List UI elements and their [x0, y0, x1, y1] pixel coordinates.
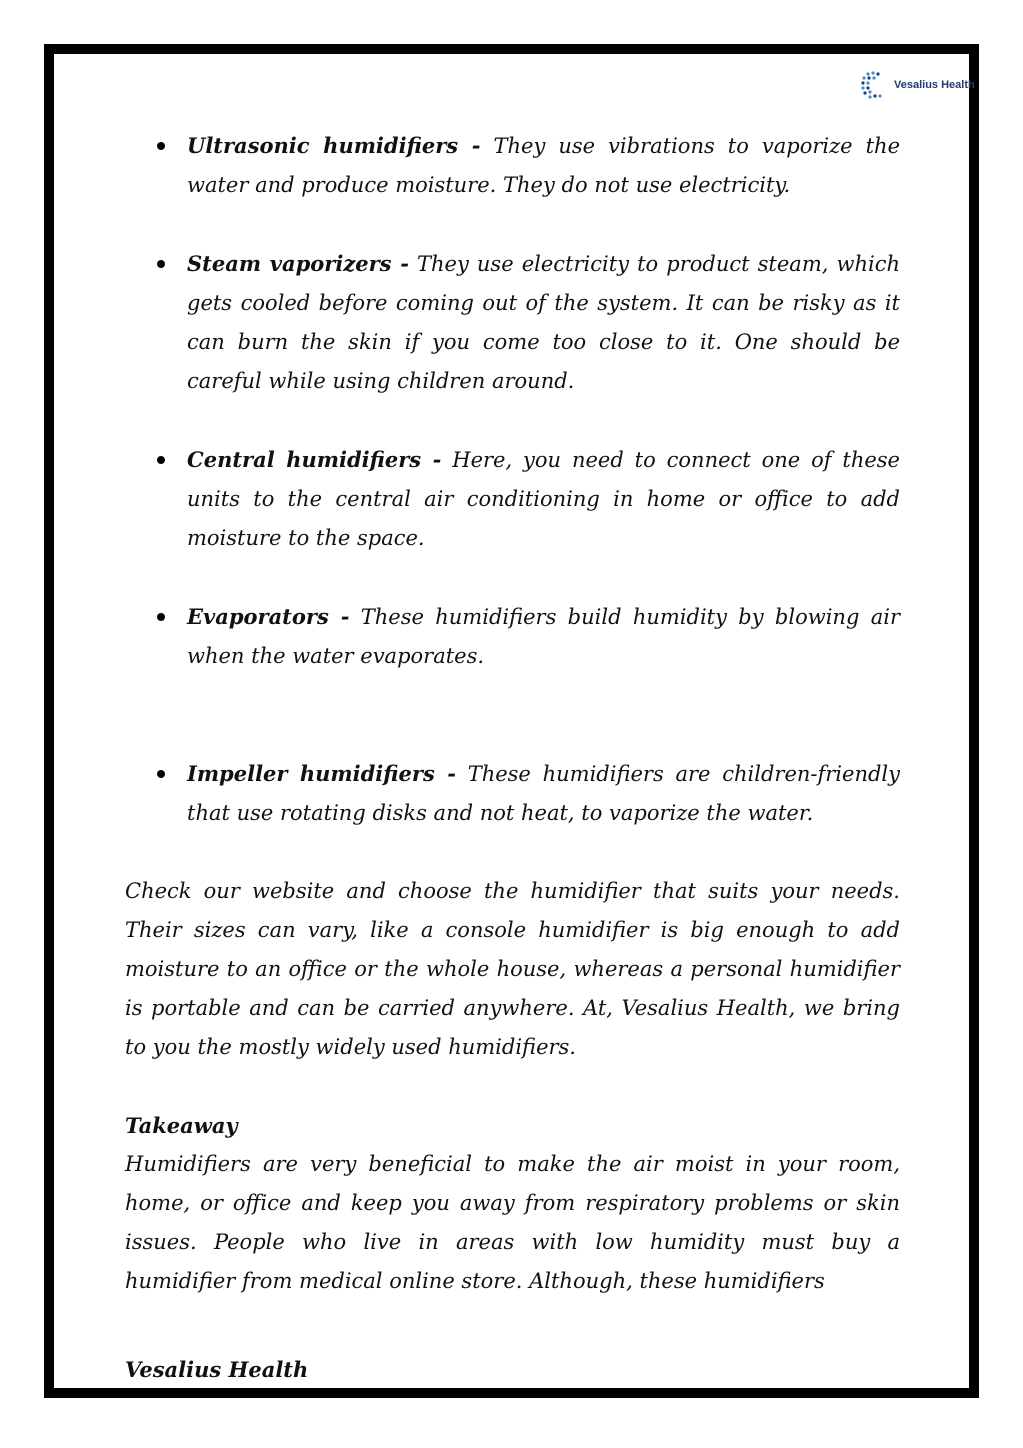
list-item-term: Steam vaporizers -	[187, 251, 409, 276]
list-item-text: These humidifiers build humidity by blowing air when the water evaporates.	[187, 605, 900, 668]
list-item	[125, 126, 900, 205]
list-item-text: These humidifiers are children-friendly that use rotating disks and not heat, to vaporize the water.	[187, 762, 900, 825]
bullet-icon	[157, 613, 165, 621]
logo	[860, 70, 975, 100]
bullet-icon	[157, 456, 165, 464]
body-paragraph: Check our website and choose the humidifier that suits your needs. Their sizes can vary, like a console humidifier is big enough to add moisture to an office or the whole house, whereas a personal humidifier is portable and can be carried anywhere. At, Vesalius Health, we bring to you the mostly widely used humidifiers.	[125, 879, 900, 1059]
bullet-icon	[157, 770, 165, 778]
logo-text: Vesalius Health	[894, 79, 975, 91]
bullet-icon	[157, 260, 165, 268]
list-item-term: Impeller humidifiers -	[187, 761, 456, 786]
list-item-text: They use electricity to product steam, which gets cooled before coming out of the system. It can be risky as it can burn the skin if you come too close to it. One should be careful while using children around.	[187, 252, 900, 393]
list-item	[125, 597, 900, 676]
footer-brand: Vesalius Health	[125, 1357, 309, 1382]
document-content	[125, 126, 900, 1301]
list-item	[125, 754, 900, 833]
list-item-term: Ultrasonic humidifiers -	[187, 133, 481, 158]
takeaway-heading: Takeaway	[125, 1113, 238, 1138]
bullet-icon	[157, 142, 165, 150]
list-item-text: They use vibrations to vaporize the water and produce moisture. They do not use electricity.	[187, 134, 900, 197]
list-item-text: Here, you need to connect one of these units to the central air conditioning in home or office to add moisture to the space.	[187, 448, 900, 550]
list-item	[125, 244, 900, 401]
list-item	[125, 440, 900, 558]
list-item-term: Central humidifiers -	[187, 447, 442, 472]
dotted-swirl-icon	[860, 70, 890, 100]
takeaway-paragraph: Humidifiers are very beneficial to make the air moist in your room, home, or office and keep you away from respiratory problems or skin issues. People who live in areas with low humidity must buy a humidifier from medical online store. Although, these humidifiers	[125, 1152, 900, 1293]
list-item-term: Evaporators -	[187, 604, 350, 629]
humidifier-types-list	[125, 126, 900, 833]
